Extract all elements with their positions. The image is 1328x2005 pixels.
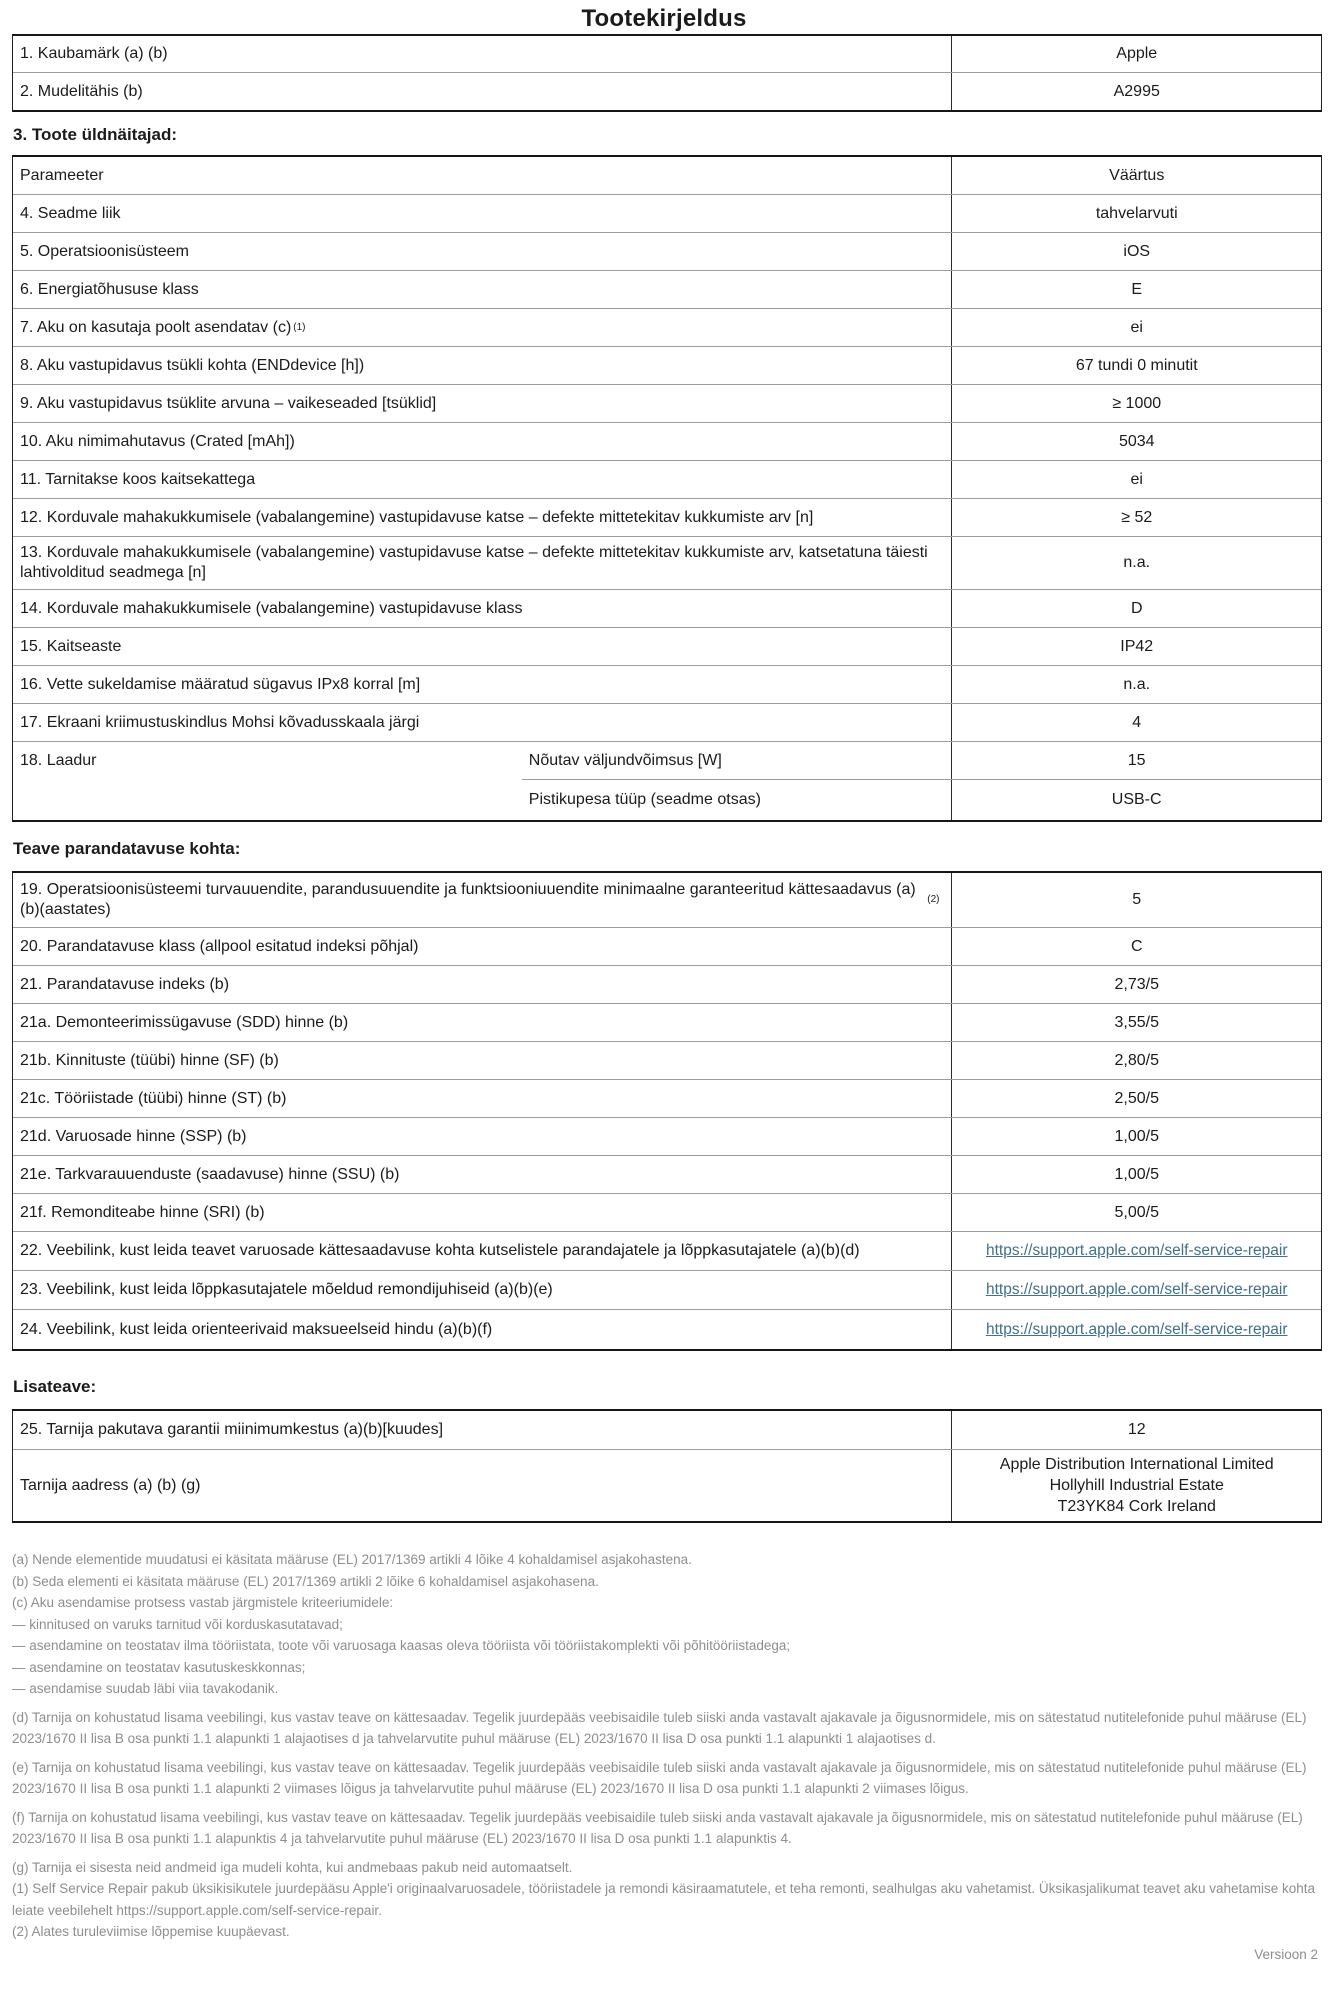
charger-subrow — [522, 742, 1321, 780]
footnote: (e) Tarnija on kohustatud lisama veebilingi, kus vastav teave on kättesaadav. Tegelik juurdepääs veebisaidile tuleb siiski anda vastavalt ajakavale ja õigusnormidele, mis on sätestatud nutitelefonide puhul määruse (EL) 2023/1670 II lisa B osa punkti 1.1 alapunkti 2 viimases lõigus ja tahvelarvutite puhul määruse (EL) 2023/1670 II lisa D osa punkti 1.1 alapunkti 2 viimases lõigus. — [12, 1759, 1307, 1796]
footnote: (f) Tarnija on kohustatud lisama veebilingi, kus vastav teave on kättesaadav. Tegelik juurdepääs veebisaidile tuleb siiski anda vastavalt ajakavale ja õigusnormidele, mis on sätestatud nutitelefonide puhul määruse (EL) 2023/1670 II lisa B osa punkti 1.1 alapunktis 4 ja tahvelarvutite puhul määruse (EL) 2023/1670 II lisa D osa punkti 1.1 alapunktis 4. — [12, 1809, 1303, 1846]
row-label: 1. Kaubamärk (a) (b) — [20, 45, 168, 62]
footnote: — asendamine on teostatav ilma tööriistata, toote või varuosaga kaasas oleva tööriista või tööriistakomplekti või põhitööriistadega; — [12, 1638, 791, 1653]
supplier-address-row — [13, 1450, 1321, 1521]
row-label: 4. Seadme liik — [20, 204, 121, 222]
table-row — [13, 73, 1321, 110]
table-row — [13, 1118, 1321, 1156]
row-label-text: 19. Operatsioonisüsteemi turvauuendite, parandusuuendite ja funktsiooniuuendite minimaalne garanteeritud kättesaadavus (a)(b)(aastates) — [20, 881, 916, 918]
row-label: 21a. Demonteerimissügavuse (SDD) hinne (b) — [20, 1013, 349, 1031]
row-value — [951, 1232, 1321, 1270]
row-value — [951, 1310, 1321, 1349]
row-value: 5,00/5 — [951, 1194, 1321, 1231]
footnote: (b) Seda elementi ei käsitata määruse (EL) 2017/1369 artikli 2 lõike 6 kohaldamisel asjakohasena. — [12, 1573, 599, 1589]
row-label: 16. Vette sukeldamise määratud sügavus IPx8 korral [m] — [20, 675, 421, 693]
row-value: tahvelarvuti — [951, 195, 1321, 232]
footnote: — asendamine on teostatav kasutuskeskkonnas; — [12, 1659, 306, 1675]
address-line: T23YK84 Cork Ireland — [1057, 1498, 1216, 1515]
row-label: 7. Aku on kasutaja poolt asendatav (c) (1) — [20, 318, 306, 336]
table-row — [13, 1310, 1321, 1349]
table-row — [13, 1232, 1321, 1271]
row-label: 18. Laadur — [20, 752, 97, 769]
row-value: n.a. — [951, 666, 1321, 703]
row-label: 23. Veebilink, kust leida lõppkasutajatele mõeldud remondijuhiseid (a)(b)(e) — [20, 1281, 553, 1298]
table-row — [13, 347, 1321, 385]
footnote: — asendamise suudab läbi viia tavakodanik. — [12, 1681, 279, 1696]
table-row — [13, 873, 1321, 928]
table-row — [13, 1194, 1321, 1232]
table-row — [13, 309, 1321, 347]
row-value: iOS — [951, 233, 1321, 270]
row-label: 2. Mudelitähis (b) — [20, 82, 143, 100]
charger-subrow — [522, 780, 1321, 820]
footnote: (1) Self Service Repair pakub üksikisikutele juurdepääsu Apple'i originaalvaruosadele, tööriistadele ja remondi käsiraamatutele, et teha remonti, sealhulgas aku vahetamist. Üksikasjalikumat teavet aku vahetamise kohta leiate veebilehelt https://support.apple.com/self-service-repair. — [12, 1881, 1316, 1918]
footnote: (d) Tarnija on kohustatud lisama veebilingi, kus vastav teave on kättesaadav. Tegelik juurdepääs veebisaidile tuleb siiski anda vastavalt ajakavale ja õigusnormidele, mis on sätestatud nutitelefonide puhul määruse (EL) 2023/1670 II lisa B osa punkti 1.1 alapunkti 1 alajaotises d ja tahvelarvutite puhul määruse (EL) 2023/1670 II lisa D osa punkti 1.1 alapunkti 1 alajaotises d. — [12, 1709, 1307, 1746]
row-label: 8. Aku vastupidavus tsükli kohta (ENDdevice [h]) — [20, 356, 365, 374]
row-label: 10. Aku nimimahutavus (Crated [mAh]) — [20, 432, 295, 450]
pricing-link[interactable]: https://support.apple.com/self-service-repair — [985, 1320, 1288, 1338]
row-label: 21f. Remonditeabe hinne (SRI) (b) — [20, 1203, 265, 1221]
table-row — [13, 499, 1321, 537]
row-label-text: 7. Aku on kasutaja poolt asendatav (c) — [20, 318, 292, 336]
row-label: 15. Kaitseaste — [20, 637, 122, 655]
row-label: 21c. Tööriistade (tüübi) hinne (ST) (b) — [20, 1089, 287, 1107]
footnote: (a) Nende elementide muudatusi ei käsitata määruse (EL) 2017/1369 artikli 4 lõike 4 kohaldamisel asjakohastena. — [12, 1552, 692, 1567]
table-row — [13, 385, 1321, 423]
row-label: 25. Tarnija pakutava garantii miinimumkestus (a)(b)[kuudes] — [20, 1421, 444, 1438]
row-label: 11. Tarnitakse koos kaitsekattega — [20, 470, 256, 488]
spare-parts-link[interactable]: https://support.apple.com/self-service-repair — [985, 1242, 1288, 1259]
table-row — [13, 1080, 1321, 1118]
table-row — [13, 1411, 1321, 1450]
footnote: — kinnitused on varuks tarnitud või korduskasutatavad; — [12, 1616, 343, 1632]
row-label: 21e. Tarkvarauuenduste (saadavuse) hinne (SSU) (b) — [20, 1165, 400, 1183]
row-value: ei — [951, 309, 1321, 346]
row-value: D — [951, 590, 1321, 627]
row-value: 5 — [951, 873, 1321, 927]
row-value: C — [951, 928, 1321, 965]
table-row — [13, 966, 1321, 1004]
column-header-value: Väärtus — [951, 157, 1321, 194]
row-value: ≥ 1000 — [951, 385, 1321, 422]
column-header-parameter: Parameeter — [20, 166, 104, 184]
table-row — [13, 704, 1321, 742]
table-row — [13, 36, 1321, 73]
row-label: 24. Veebilink, kust leida orienteerivaid maksueelseid hindu (a)(b)(f) — [20, 1320, 493, 1338]
row-value: 2,50/5 — [951, 1080, 1321, 1117]
row-value: IP42 — [951, 628, 1321, 665]
section-title-general: 3. Toote üldnäitajad: — [13, 125, 178, 144]
table-row — [13, 628, 1321, 666]
footnote: (2) Alates turuleviimise lõppemise kuupäevast. — [12, 1924, 290, 1939]
repairability-table — [12, 871, 1322, 1351]
row-label: 22. Veebilink, kust leida teavet varuosade kättesaadavuse kohta kutselistele parandajatele ja lõppkasutajatele (a)(b)(d) — [20, 1242, 860, 1259]
table-row — [13, 590, 1321, 628]
row-label: 5. Operatsioonisüsteem — [20, 242, 189, 260]
supplier-address — [951, 1450, 1321, 1521]
table-row — [13, 195, 1321, 233]
row-label: 17. Ekraani kriimustuskindlus Mohsi kõvadusskaala järgi — [20, 713, 420, 731]
row-value: 3,55/5 — [951, 1004, 1321, 1041]
additional-info-table — [12, 1409, 1322, 1523]
row-label: 21. Parandatavuse indeks (b) — [20, 975, 230, 993]
row-value: 1,00/5 — [951, 1118, 1321, 1155]
brand-model-table — [12, 34, 1322, 112]
subrow-value: USB-C — [951, 780, 1321, 820]
footnotes — [12, 1549, 1320, 1943]
section-title-additional: Lisateave: — [13, 1377, 97, 1396]
row-label: 19. Operatsioonisüsteemi turvauuendite, parandusuuendite ja funktsiooniuuendite minimaalne garanteeritud kättesaadavus (a)(b)(aastates) (2) — [20, 881, 940, 918]
table-row — [13, 423, 1321, 461]
row-value: 1,00/5 — [951, 1156, 1321, 1193]
section-title-repairability: Teave parandatavuse kohta: — [13, 839, 241, 858]
table-row — [13, 271, 1321, 309]
subrow-label: Pistikupesa tüüp (seadme otsas) — [528, 791, 761, 808]
row-value: 4 — [951, 704, 1321, 741]
table-row — [13, 1042, 1321, 1080]
row-value: A2995 — [951, 73, 1321, 110]
table-row — [13, 928, 1321, 966]
footnote: (g) Tarnija ei sisesta neid andmeid iga mudeli kohta, kui andmebaas pakub neid automaatselt. — [12, 1859, 573, 1875]
row-label: 9. Aku vastupidavus tsüklite arvuna – vaikeseaded [tsüklid] — [20, 394, 437, 412]
charger-row — [13, 742, 1321, 820]
row-value: ≥ 52 — [951, 499, 1321, 536]
row-value: 2,80/5 — [951, 1042, 1321, 1079]
row-label: 13. Korduvale mahakukkumisele (vabalangemine) vastupidavuse katse – defekte mittetekitav kukkumiste arv, katsetatuna täiesti lahtivolditud seadmega [n] — [20, 544, 928, 581]
table-row — [13, 461, 1321, 499]
subrow-value: 15 — [951, 742, 1321, 779]
row-label: 20. Parandatavuse klass (allpool esitatud indeksi põhjal) — [20, 937, 419, 955]
address-line: Apple Distribution International Limited — [999, 1456, 1274, 1473]
table-row — [13, 1271, 1321, 1310]
page-title: Tootekirjeldus — [581, 5, 747, 32]
table-row — [13, 1156, 1321, 1194]
general-table — [12, 155, 1322, 822]
row-value: 67 tundi 0 minutit — [951, 347, 1321, 384]
table-header-row — [13, 157, 1321, 195]
row-value: Apple — [951, 36, 1321, 72]
charger-subtable — [522, 742, 1321, 820]
row-label: 21b. Kinnituste (tüübi) hinne (SF) (b) — [20, 1051, 279, 1069]
version-label: Versioon 2 — [1254, 1946, 1318, 1962]
row-value: 5034 — [951, 423, 1321, 460]
row-value: 12 — [951, 1411, 1321, 1449]
row-value: ei — [951, 461, 1321, 498]
repair-guides-link[interactable]: https://support.apple.com/self-service-repair — [985, 1281, 1288, 1298]
row-label: Tarnija aadress (a) (b) (g) — [20, 1476, 201, 1494]
table-row — [13, 666, 1321, 704]
row-value: E — [951, 271, 1321, 308]
row-value — [951, 1271, 1321, 1309]
table-row — [13, 537, 1321, 590]
subrow-label: Nõutav väljundvõimsus [W] — [528, 751, 722, 769]
row-label: 14. Korduvale mahakukkumisele (vabalangemine) vastupidavuse klass — [20, 599, 523, 617]
address-line: Hollyhill Industrial Estate — [1049, 1477, 1224, 1494]
row-label: 12. Korduvale mahakukkumisele (vabalangemine) vastupidavuse katse – defekte mittetekitav kukkumiste arv [n] — [20, 508, 814, 526]
table-row — [13, 1004, 1321, 1042]
row-value: n.a. — [951, 537, 1321, 589]
table-row — [13, 233, 1321, 271]
row-value: 2,73/5 — [951, 966, 1321, 1003]
row-label: 6. Energiatõhususe klass — [20, 280, 199, 298]
footnote: (c) Aku asendamise protsess vastab järgmistele kriteeriumidele: — [12, 1595, 394, 1610]
row-label: 21d. Varuosade hinne (SSP) (b) — [20, 1127, 247, 1145]
